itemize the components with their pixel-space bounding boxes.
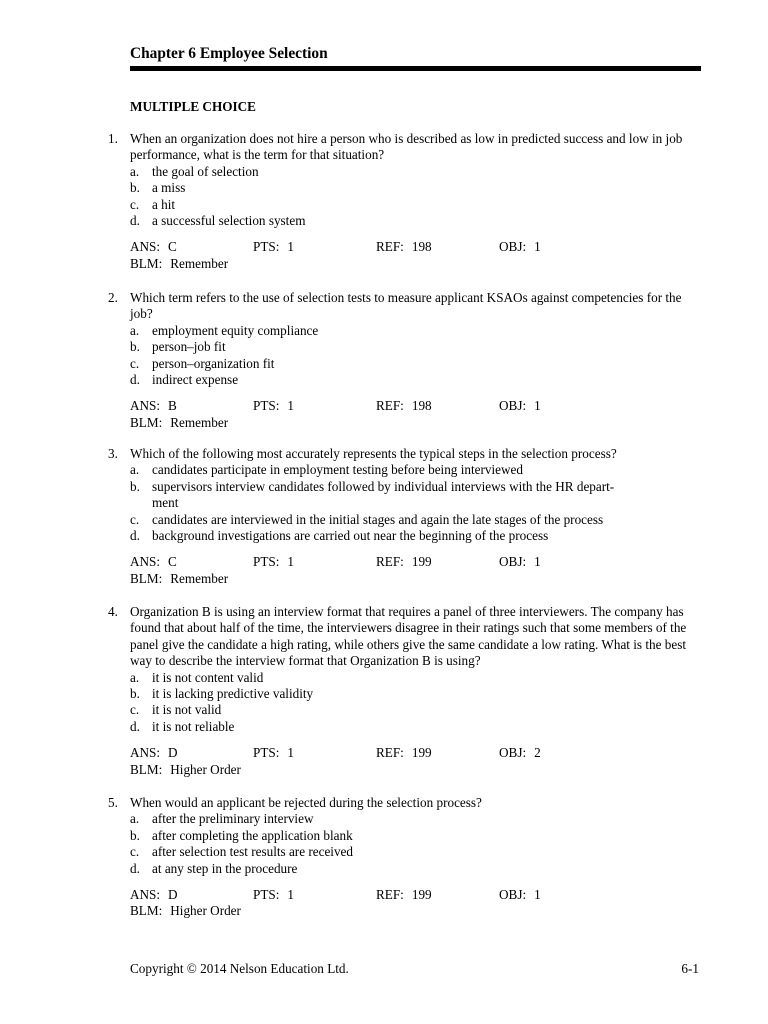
question-number: 3. bbox=[108, 446, 118, 461]
ref-field bbox=[376, 554, 499, 570]
choice-a bbox=[130, 164, 704, 180]
choice-text: candidates are interviewed in the initial stages and again the late stages of the process bbox=[152, 511, 604, 527]
choice-text: candidates participate in employment testing before being interviewed bbox=[152, 462, 523, 478]
chapter-title: Chapter 6 Employee Selection bbox=[130, 45, 328, 62]
question-text: Which term refers to the use of selection tests to measure applicant KSAOs against competencies for the job? bbox=[130, 290, 682, 322]
choice-d bbox=[130, 372, 704, 388]
pts-label: PTS: bbox=[253, 745, 280, 761]
question-number: 5. bbox=[108, 795, 118, 810]
choice-letter: b. bbox=[130, 827, 140, 843]
section-title: MULTIPLE CHOICE bbox=[130, 99, 256, 114]
choice-a bbox=[130, 323, 704, 339]
choice-letter: d. bbox=[130, 372, 140, 388]
blm-label: BLM: bbox=[130, 570, 163, 586]
ref-field bbox=[376, 745, 499, 761]
choice-text: after selection test results are received bbox=[152, 844, 354, 860]
pts-field bbox=[253, 554, 376, 570]
obj-field bbox=[499, 745, 541, 761]
choice-text: a miss bbox=[152, 180, 186, 196]
ref-label: REF: bbox=[376, 745, 404, 761]
choice-letter: d. bbox=[130, 213, 140, 229]
pts-value: 1 bbox=[287, 887, 294, 903]
ref-value: 198 bbox=[411, 239, 432, 255]
choice-letter: c. bbox=[130, 355, 140, 371]
choice-c bbox=[130, 512, 704, 528]
obj-label: OBJ: bbox=[499, 398, 527, 414]
ans-field bbox=[130, 887, 253, 903]
ref-value: 199 bbox=[411, 887, 432, 903]
choice-text: it is not content valid bbox=[152, 669, 264, 685]
ref-label: REF: bbox=[376, 887, 404, 903]
choice-d bbox=[130, 528, 704, 544]
question-number: 4. bbox=[108, 604, 118, 619]
question-number: 1. bbox=[108, 131, 118, 146]
pts-value: 1 bbox=[287, 745, 294, 761]
blm-value: Higher Order bbox=[170, 903, 241, 919]
choice-letter: d. bbox=[130, 528, 140, 544]
obj-field bbox=[499, 887, 541, 903]
pts-label: PTS: bbox=[253, 554, 280, 570]
choice-a bbox=[130, 811, 704, 827]
choice-letter: a. bbox=[130, 322, 140, 338]
ans-field bbox=[130, 239, 253, 255]
question-text: When would an applicant be rejected during the selection process? bbox=[130, 795, 482, 810]
blm-label: BLM: bbox=[130, 761, 163, 777]
ref-field bbox=[376, 398, 499, 414]
choice-letter: d. bbox=[130, 860, 140, 876]
ans-field bbox=[130, 745, 253, 761]
choice-letter: c. bbox=[130, 511, 140, 527]
question-2 bbox=[108, 290, 704, 431]
ans-label: ANS: bbox=[130, 239, 161, 255]
ans-value: D bbox=[168, 745, 178, 761]
answer-metadata bbox=[108, 745, 704, 778]
pts-field bbox=[253, 239, 376, 255]
page-number: 6-1 bbox=[681, 961, 699, 976]
ans-label: ANS: bbox=[130, 398, 161, 414]
pts-field bbox=[253, 745, 376, 761]
choice-a bbox=[130, 462, 704, 478]
obj-value: 1 bbox=[534, 554, 541, 570]
choice-list bbox=[108, 462, 704, 544]
answer-metadata bbox=[108, 239, 704, 272]
choice-c bbox=[130, 197, 704, 213]
choice-b bbox=[130, 339, 704, 355]
blm-label: BLM: bbox=[130, 255, 163, 271]
choice-text: it is not valid bbox=[152, 702, 222, 718]
choice-text: employment equity compliance bbox=[152, 322, 319, 338]
ref-field bbox=[376, 239, 499, 255]
answer-metadata bbox=[108, 887, 704, 920]
choice-b bbox=[130, 828, 704, 844]
blm-label: BLM: bbox=[130, 903, 163, 919]
choice-d bbox=[130, 861, 704, 877]
choice-text: the goal of selection bbox=[152, 163, 259, 179]
choice-text: at any step in the procedure bbox=[152, 860, 298, 876]
obj-label: OBJ: bbox=[499, 745, 527, 761]
choice-letter: c. bbox=[130, 196, 140, 212]
choice-text: background investigations are carried out near the beginning of the process bbox=[152, 528, 549, 544]
choice-letter: a. bbox=[130, 462, 140, 478]
choice-text: indirect expense bbox=[152, 372, 239, 388]
choice-text: it is lacking predictive validity bbox=[152, 686, 314, 702]
choice-text: after the preliminary interview bbox=[152, 811, 314, 827]
choice-letter: b. bbox=[130, 686, 140, 702]
copyright-notice: Copyright © 2014 Nelson Education Ltd. bbox=[130, 961, 349, 976]
answer-metadata bbox=[108, 554, 704, 587]
question-5 bbox=[108, 795, 704, 920]
ans-label: ANS: bbox=[130, 887, 161, 903]
choice-text: person–organization fit bbox=[152, 355, 275, 371]
pts-field bbox=[253, 398, 376, 414]
choice-list bbox=[108, 811, 704, 877]
question-text: When an organization does not hire a person who is described as low in predicted success and low in job performance, what is the term for that situation? bbox=[130, 131, 683, 163]
ref-label: REF: bbox=[376, 554, 404, 570]
question-number: 2. bbox=[108, 290, 118, 305]
answer-metadata bbox=[108, 398, 704, 431]
header-rule bbox=[130, 66, 701, 71]
choice-text: after completing the application blank bbox=[152, 827, 353, 843]
choice-text: supervisors interview candidates followed by individual interviews with the HR depart-ment bbox=[152, 478, 615, 511]
ans-value: C bbox=[168, 554, 177, 570]
choice-letter: b. bbox=[130, 180, 140, 196]
ref-value: 198 bbox=[411, 398, 432, 414]
choice-b bbox=[130, 180, 704, 196]
choice-letter: b. bbox=[130, 339, 140, 355]
obj-label: OBJ: bbox=[499, 887, 527, 903]
pts-value: 1 bbox=[287, 398, 294, 414]
choice-d bbox=[130, 719, 704, 735]
ans-field bbox=[130, 554, 253, 570]
choice-c bbox=[130, 356, 704, 372]
choice-d bbox=[130, 213, 704, 229]
obj-field bbox=[499, 239, 541, 255]
choice-text: a successful selection system bbox=[152, 213, 306, 229]
ref-label: REF: bbox=[376, 239, 404, 255]
choice-c bbox=[130, 702, 704, 718]
question-3 bbox=[108, 446, 704, 587]
obj-field bbox=[499, 398, 541, 414]
pts-value: 1 bbox=[287, 239, 294, 255]
pts-value: 1 bbox=[287, 554, 294, 570]
ref-value: 199 bbox=[411, 554, 432, 570]
choice-list bbox=[108, 323, 704, 389]
blm-label: BLM: bbox=[130, 414, 163, 430]
obj-value: 1 bbox=[534, 239, 541, 255]
blm-value: Remember bbox=[170, 414, 229, 430]
ref-label: REF: bbox=[376, 398, 404, 414]
blm-value: Remember bbox=[170, 255, 229, 271]
choice-letter: a. bbox=[130, 163, 140, 179]
pts-field bbox=[253, 887, 376, 903]
choice-letter: d. bbox=[130, 718, 140, 734]
ref-value: 199 bbox=[411, 745, 432, 761]
question-1 bbox=[108, 131, 704, 272]
choice-text: person–job fit bbox=[152, 339, 226, 355]
obj-value: 1 bbox=[534, 398, 541, 414]
choice-a bbox=[130, 670, 704, 686]
ans-value: B bbox=[168, 398, 177, 414]
choice-b bbox=[130, 479, 704, 512]
choice-text: a hit bbox=[152, 196, 176, 212]
ans-field bbox=[130, 398, 253, 414]
obj-label: OBJ: bbox=[499, 239, 527, 255]
blm-value: Higher Order bbox=[170, 761, 241, 777]
choice-letter: c. bbox=[130, 702, 140, 718]
ans-label: ANS: bbox=[130, 745, 161, 761]
choice-letter: a. bbox=[130, 811, 140, 827]
choice-letter: a. bbox=[130, 669, 140, 685]
choice-c bbox=[130, 844, 704, 860]
choice-b bbox=[130, 686, 704, 702]
question-text: Organization B is using an interview format that requires a panel of three interviewers. The company has found that about half of the time, the interviewers disagree in their ratings such that some members of the panel give the candidate a high rating, while others give the same candidate a low rating. What is the best way to describe the interview format that Organization B is using? bbox=[130, 604, 687, 669]
choice-list bbox=[108, 670, 704, 736]
pts-label: PTS: bbox=[253, 398, 280, 414]
pts-label: PTS: bbox=[253, 239, 280, 255]
ans-value: C bbox=[168, 239, 177, 255]
pts-label: PTS: bbox=[253, 887, 280, 903]
ref-field bbox=[376, 887, 499, 903]
choice-letter: c. bbox=[130, 844, 140, 860]
obj-value: 2 bbox=[534, 745, 541, 761]
ans-label: ANS: bbox=[130, 554, 161, 570]
obj-label: OBJ: bbox=[499, 554, 527, 570]
question-text: Which of the following most accurately represents the typical steps in the selection process? bbox=[130, 446, 617, 461]
question-4 bbox=[108, 604, 704, 778]
choice-text: it is not reliable bbox=[152, 718, 235, 734]
choice-letter: b. bbox=[130, 478, 140, 494]
ans-value: D bbox=[168, 887, 178, 903]
obj-value: 1 bbox=[534, 887, 541, 903]
obj-field bbox=[499, 554, 541, 570]
choice-list bbox=[108, 164, 704, 230]
blm-value: Remember bbox=[170, 570, 229, 586]
